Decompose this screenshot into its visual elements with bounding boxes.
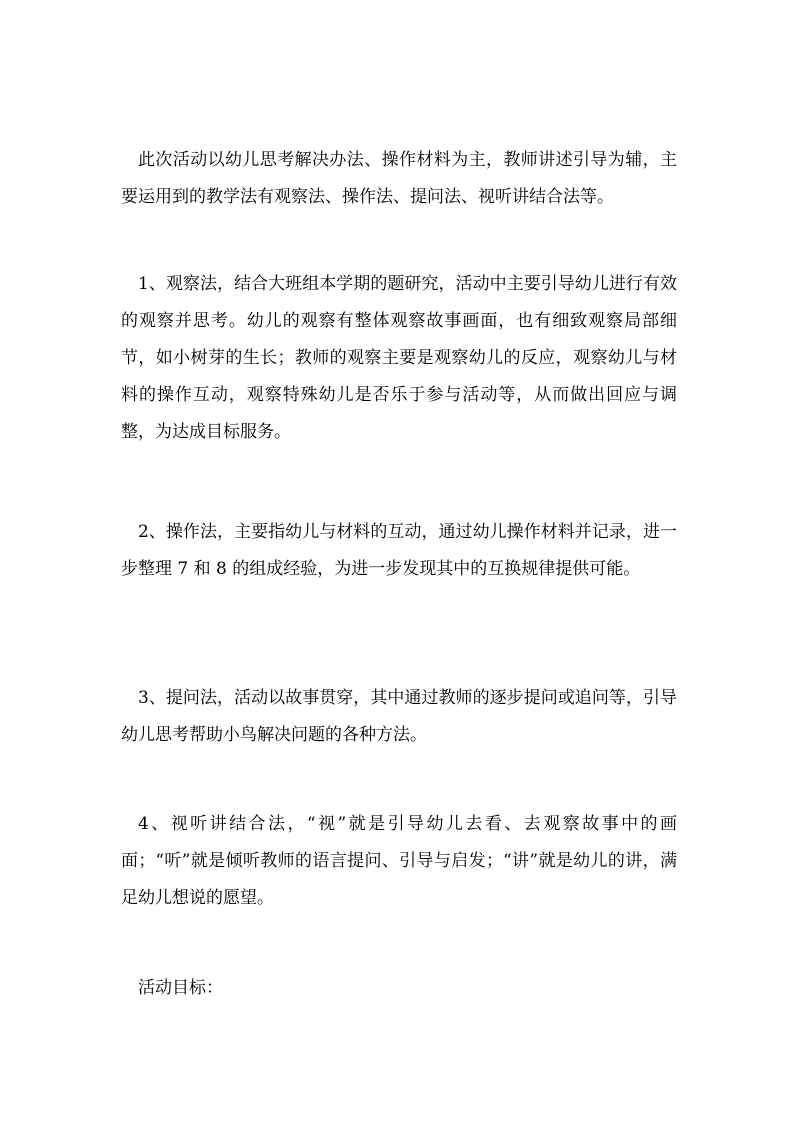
- paragraph-activity-goals-heading: 活动目标：: [138, 978, 223, 998]
- paragraph-questioning-method: 3、提问法，活动以故事贯穿，其中通过教师的逐步提问或追问等，引导幼儿思考帮助小鸟解决问题的各种方法。: [121, 688, 677, 745]
- paragraph-audiovisual-method: 4、视听讲结合法，“视”就是引导幼儿去看、去观察故事中的画面；“听”就是倾听教师的语言提问、引导与启发；“讲”就是幼儿的讲，满足幼儿想说的愿望。: [121, 814, 677, 908]
- paragraph-intro: 此次活动以幼儿思考解决办法、操作材料为主，教师讲述引导为辅，主要运用到的教学法有观察法、操作法、提问法、视听讲结合法等。: [121, 150, 677, 207]
- paragraph-operation-method: 2、操作法，主要指幼儿与材料的互动，通过幼儿操作材料并记录，进一步整理 7 和 8 的组成经验，为进一步发现其中的互换规律提供可能。: [121, 522, 677, 579]
- paragraph-observation-method: 1、观察法，结合大班组本学期的题研究，活动中主要引导幼儿进行有效的观察并思考。幼儿的观察有整体观察故事画面，也有细致观察局部细节，如小树芽的生长；教师的观察主要是观察幼儿的反应，观察幼儿与材料的操作互动，观察特殊幼儿是否乐于参与活动等，从而做出回应与调整，为达成目标服务。: [121, 274, 677, 442]
